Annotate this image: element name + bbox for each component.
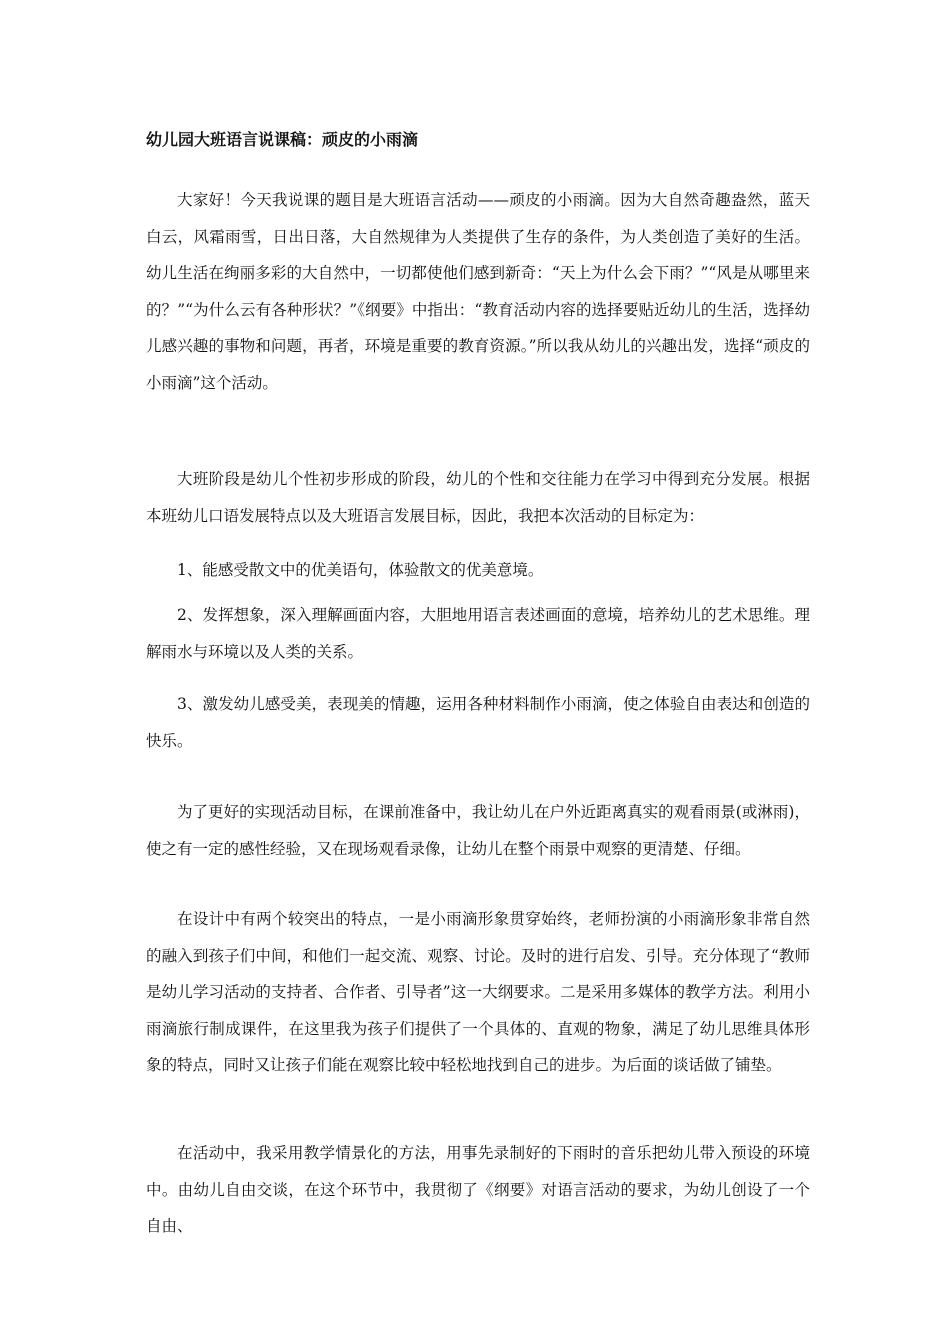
paragraph-goal-3: 3、激发幼儿感受美，表现美的情趣，运用各种材料制作小雨滴，使之体验自由表达和创造的快乐。	[146, 695, 810, 750]
paragraph-design-features: 在设计中有两个较突出的特点，一是小雨滴形象贯穿始终，老师扮演的小雨滴形象非常自然的融入到孩子们中间，和他们一起交流、观察、讨论。及时的进行启发、引导。充分体现了“教师是幼儿学习活动的支持者、合作者、引导者”这一大纲要求。二是采用多媒体的教学方法。利用小雨滴旅行制成课件，在这里我为孩子们提供了一个具体的、直观的物象，满足了幼儿思维具体形象的特点，同时又让孩子们能在观察比较中轻松地找到自己的进步。为后面的谈话做了铺垫。	[146, 910, 810, 1074]
paragraph-activity-method: 在活动中，我采用教学情景化的方法，用事先录制好的下雨时的音乐把幼儿带入预设的环境中。由幼儿自由交谈，在这个环节中，我贯彻了《纲要》对语言活动的要求，为幼儿创设了一个自由、	[146, 1144, 810, 1235]
paragraph-goals-intro: 大班阶段是幼儿个性初步形成的阶段，幼儿的个性和交往能力在学习中得到充分发展。根据本班幼儿口语发展特点以及大班语言发展目标，因此，我把本次活动的目标定为：	[146, 470, 810, 525]
paragraph-preparation: 为了更好的实现活动目标，在课前准备中，我让幼儿在户外近距离真实的观看雨景(或淋雨)，使之有一定的感性经验，又在现场观看录像，让幼儿在整个雨景中观察的更清楚、仔细。	[146, 803, 810, 858]
paragraph-goal-2: 2、发挥想象，深入理解画面内容，大胆地用语言表述画面的意境，培养幼儿的艺术思维。理解雨水与环境以及人类的关系。	[146, 606, 810, 661]
paragraph-goal-1: 1、能感受散文中的优美语句，体验散文的优美意境。	[177, 561, 544, 579]
paragraph-introduction: 大家好！今天我说课的题目是大班语言活动——顽皮的小雨滴。因为大自然奇趣盎然，蓝天白云，风霜雨雪，日出日落，大自然规律为人类提供了生存的条件，为人类创造了美好的生活。幼儿生活在绚丽多彩的大自然中，一切都使他们感到新奇：“天上为什么会下雨？”“风是从哪里来的？”“为什么云有各种形状？”《纲要》中指出：“教育活动内容的选择要贴近幼儿的生活，选择幼儿感兴趣的事物和问题，再者，环境是重要的教育资源。”所以我从幼儿的兴趣出发，选择“顽皮的小雨滴”这个活动。	[146, 191, 810, 392]
document-title: 幼儿园大班语言说课稿：顽皮的小雨滴	[146, 130, 419, 149]
